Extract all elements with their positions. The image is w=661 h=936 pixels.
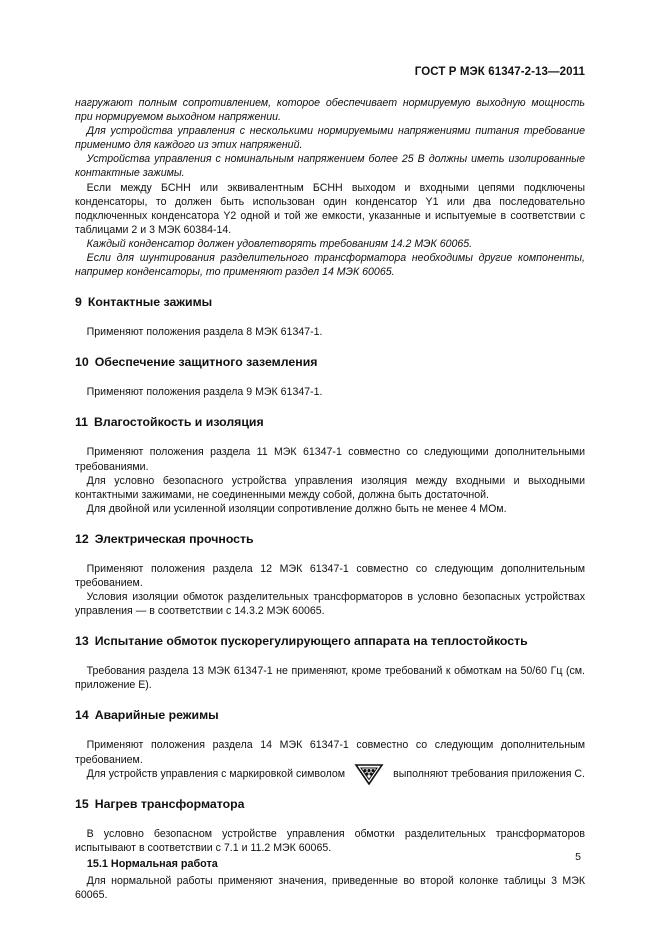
section-paragraph: Для двойной или усиленной изоляции сопротивление должно быть не менее 4 МОм. <box>86 502 507 515</box>
section-paragraph: Требования раздела 13 МЭК 61347-1 не применяют, кроме требований к обмоткам на 50/60 Гц (см. приложение Е). <box>75 665 585 692</box>
section-heading: 11 Влагостойкость и изоляция <box>75 415 264 430</box>
section-paragraph: Применяют положения раздела 12 МЭК 61347-1 совместно со следующим дополнительным требованием. <box>75 562 585 589</box>
section-14 <box>75 708 585 780</box>
intro-paragraphs <box>75 96 585 279</box>
page-number: 5 <box>575 851 581 863</box>
symbol-paragraph: Для устройств управления с маркировкой символом выполняют требования приложения С. <box>75 767 585 781</box>
subsection-heading: 15.1 Нормальная работа <box>86 857 218 870</box>
section-heading: 9 Контактные зажимы <box>75 295 213 310</box>
section-heading: 10 Обеспечение защитного заземления <box>75 355 318 370</box>
intro-paragraph: Каждый конденсатор должен удовлетворять требованиям 14.2 МЭК 60065. <box>86 237 473 250</box>
section-heading: 12 Электрическая прочность <box>75 531 254 546</box>
document-body <box>75 96 585 902</box>
section-15 <box>75 797 585 902</box>
intro-paragraph: Для устройства управления с несколькими нормируемыми напряжениями питания требование применимо для каждого из этих напряжений. <box>75 125 585 152</box>
intro-paragraph: Устройства управления с номинальным напряжением более 25 В должны иметь изолированные контактные зажимы. <box>75 153 585 180</box>
section-paragraph: В условно безопасном устройстве управления обмотки разделительных трансформаторов испытывают в соответствии с 7.1 и 11.2 МЭК 60065. <box>75 827 585 854</box>
section-paragraph: Условия изоляции обмоток разделительных трансформаторов в условно безопасных устройствах управления — в соответствии с 14.3.2 МЭК 60065. <box>75 591 585 618</box>
intro-paragraph: нагружают полным сопротивлением, которое обеспечивает нормируемую выходную мощность при нормируемом выходном напряжении. <box>75 97 585 124</box>
section-heading: 14 Аварийные режимы <box>75 708 219 723</box>
fail-safe-transformer-symbol-icon <box>354 763 384 785</box>
section-12 <box>75 532 585 618</box>
sections-9-13 <box>75 295 585 692</box>
section-paragraph: Применяют положения раздела 8 МЭК 61347-1. <box>86 326 323 339</box>
section-paragraph: Для нормальной работы применяют значения, приведенные во второй колонке таблицы 3 МЭК 60065. <box>75 874 585 901</box>
intro-paragraph: Если для шунтирования разделительного трансформатора необходимы другие компоненты, например конденсаторы, то применяют раздел 14 МЭК 60065. <box>75 252 585 279</box>
intro-paragraph: Если между БСНН или эквивалентным БСНН выходом и входными цепями подключены конденсаторы, то должен быть использован один конденсатор Y1 или два последовательно подключенных конденсатора Y2 одной и той же емкости, указанные и испытуемые в соответствии с таблицами 2 и 3 МЭК 60384-14. <box>75 181 585 236</box>
section-9 <box>75 295 585 339</box>
document-header: ГОСТ Р МЭК 61347-2-13—2011 <box>414 66 585 78</box>
section-10 <box>75 355 585 399</box>
section-13 <box>75 634 585 692</box>
section-paragraph: Для условно безопасного устройства управления изоляция между входными и выходными контактными зажимами, не соединенными между собой, должна быть достаточной. <box>75 474 585 501</box>
section-paragraph: Применяют положения раздела 9 МЭК 61347-1. <box>86 386 323 399</box>
section-heading: 15 Нагрев трансформатора <box>75 796 245 811</box>
section-11 <box>75 415 585 515</box>
section-paragraph: Применяют положения раздела 11 МЭК 61347-1 совместно со следующими дополнительными требованиями. <box>75 446 585 473</box>
section-heading: 13 Испытание обмоток пускорегулирующего аппарата на теплостойкость <box>75 634 528 649</box>
section-paragraph: Применяют положения раздела 14 МЭК 61347-1 совместно со следующим дополнительным требованием. <box>75 739 585 766</box>
